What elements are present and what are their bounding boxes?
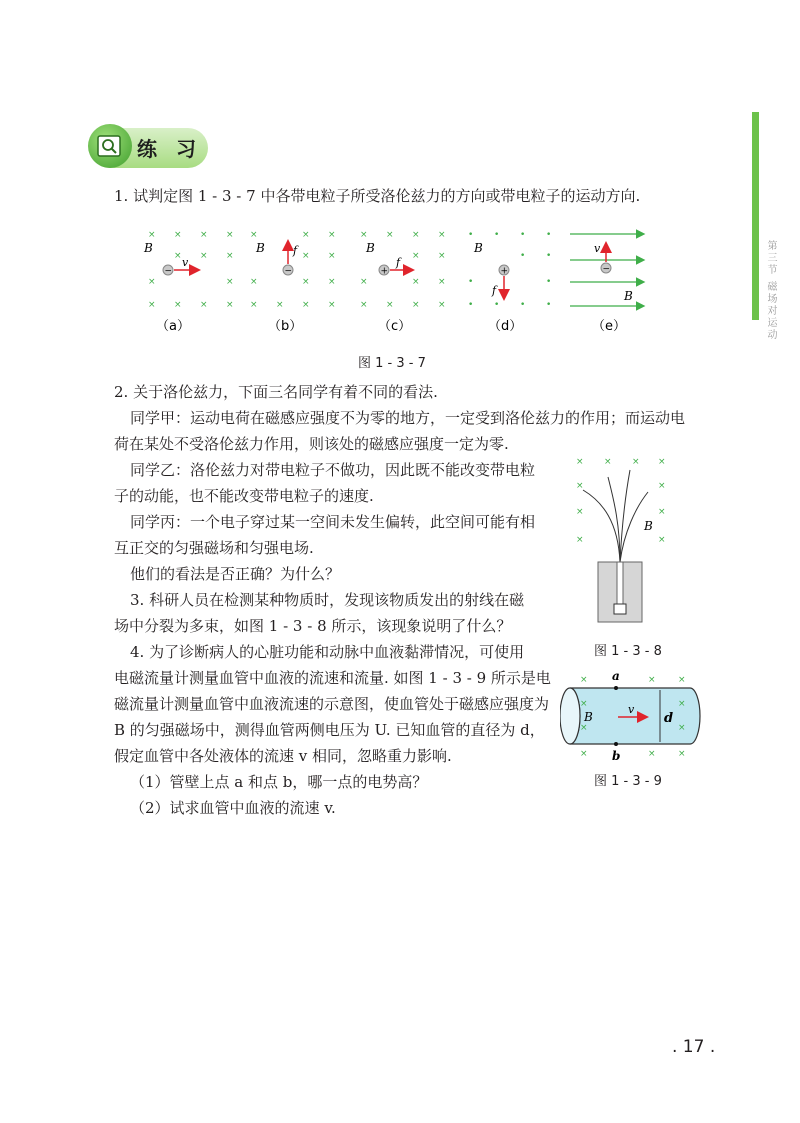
question-4-sub2: （2）试求血管中血液的流速 v. [130,799,336,817]
svg-text:×: × [648,749,656,759]
svg-text:×: × [438,277,446,287]
svg-text:×: × [250,277,258,287]
svg-text:×: × [174,251,182,261]
svg-text:×: × [226,277,234,287]
svg-text:×: × [678,749,686,759]
svg-text:×: × [678,723,686,733]
label-v-e: v [594,242,601,255]
question-3-line2: 场中分裂为多束，如图 1 - 3 - 8 所示，该现象说明了什么？ [114,617,512,635]
svg-text:×: × [580,749,588,759]
question-2-title: 2. 关于洛伦兹力，下面三名同学有着不同的看法. [114,383,438,401]
sublabel-d: （d） [488,319,523,334]
side-chapter-label: 第三节 磁场对运动 [765,240,776,342]
question-4-line4: B 的匀强磁场中，测得血管两侧电压为 U. 已知血管的直径为 d， [114,721,545,739]
svg-text:×: × [328,277,336,287]
question-4-line1: 4. 为了诊断病人的心脏功能和动脉中血液黏滞情况，可使用 [130,643,525,661]
svg-text:•: • [468,230,474,240]
svg-text:×: × [148,300,156,310]
svg-text:×: × [226,251,234,261]
figure-1-3-9 [560,668,710,768]
svg-text:×: × [658,457,666,467]
svg-text:×: × [360,230,368,240]
svg-text:×: × [302,230,310,240]
svg-text:•: • [546,300,552,310]
caption-1-3-8: 图 1 - 3 - 8 [594,644,662,659]
magnifier-icon [88,124,132,168]
svg-text:•: • [520,251,526,261]
label-f-c: f [396,256,401,269]
view-bing-line2: 互正交的匀强磁场和匀强电场. [114,539,314,557]
view-jia-line1: 同学甲：运动电荷在磁感应强度不为零的地方，一定受到洛伦兹力的作用；而运动电 [130,409,686,427]
svg-text:×: × [658,481,666,491]
svg-text:•: • [468,300,474,310]
view-bing-line1: 同学丙：一个电子穿过某一空间未发生偏转，此空间可能有相 [130,513,536,531]
charge-c: + [380,266,389,277]
svg-text:×: × [658,507,666,517]
svg-text:•: • [520,300,526,310]
svg-text:×: × [580,699,588,709]
question-1: 1. 试判定图 1 - 3 - 7 中各带电粒子所受洛伦兹力的方向或带电粒子的运动方向. [114,187,641,205]
page-number: . 17 . [672,1037,716,1057]
svg-text:•: • [494,230,500,240]
label-d: d [664,711,674,726]
label-f-b: f [293,244,298,257]
svg-text:•: • [468,277,474,287]
sublabel-c: （c） [378,319,412,334]
svg-text:×: × [576,481,584,491]
label-v-a: v [182,256,189,269]
svg-text:×: × [412,230,420,240]
svg-text:×: × [226,230,234,240]
question-3-line1: 3. 科研人员在检测某种物质时，发现该物质发出的射线在磁 [130,591,525,609]
sublabel-e: （e） [592,319,626,334]
svg-text:×: × [648,675,656,685]
sublabel-b: （b） [268,319,303,334]
svg-text:×: × [328,300,336,310]
svg-text:×: × [658,535,666,545]
beam-lines [583,470,648,562]
caption-1-3-9: 图 1 - 3 - 9 [594,774,662,789]
svg-text:×: × [580,675,588,685]
label-B-e: B [624,289,633,303]
svg-text:×: × [174,300,182,310]
view-yi-line2: 子的动能，也不能改变带电粒子的速度. [114,487,374,505]
question-4-sub1: （1）管壁上点 a 和点 b，哪一点的电势高？ [130,773,428,791]
svg-text:×: × [678,675,686,685]
svg-text:×: × [604,457,612,467]
svg-text:×: × [302,251,310,261]
svg-text:×: × [412,300,420,310]
svg-text:×: × [148,277,156,287]
svg-text:×: × [438,300,446,310]
svg-text:•: • [546,230,552,240]
question-4-line5: 假定血管中各处液体的流速 v 相同，忽略重力影响. [114,747,452,765]
side-accent-bar [752,112,759,320]
svg-text:×: × [632,457,640,467]
svg-text:×: × [438,251,446,261]
question-4-line2: 电磁流量计测量血管中血液的流速和流量. 如图 1 - 3 - 9 所示是电 [114,669,551,687]
svg-text:•: • [546,251,552,261]
svg-text:×: × [276,300,284,310]
svg-text:×: × [576,507,584,517]
label-v-139: v [628,703,635,716]
svg-text:×: × [148,230,156,240]
svg-text:×: × [678,699,686,709]
svg-text:×: × [302,300,310,310]
svg-text:×: × [360,300,368,310]
label-B-a: B [144,241,153,255]
svg-text:×: × [386,300,394,310]
svg-text:×: × [250,230,258,240]
question-2-ask: 他们的看法是否正确？为什么？ [130,565,341,583]
svg-text:×: × [200,230,208,240]
svg-text:×: × [386,230,394,240]
svg-text:×: × [328,251,336,261]
label-B-138: B [644,519,653,533]
figure-1-3-8 [568,452,678,627]
label-a: a [612,669,620,683]
svg-text:×: × [412,251,420,261]
view-yi-line1: 同学乙：洛伦兹力对带电粒子不做功，因此既不能改变带电粒 [130,461,536,479]
charge-a: − [164,266,173,277]
figure-1-3-7 [138,222,658,342]
label-B-d: B [474,241,483,255]
svg-text:•: • [520,230,526,240]
charge-d: + [500,266,509,277]
svg-text:×: × [360,277,368,287]
charge-e: − [602,264,611,275]
label-b: b [612,749,621,763]
label-f-d: f [492,284,497,297]
svg-text:×: × [226,300,234,310]
svg-text:×: × [174,230,182,240]
caption-1-3-7: 图 1 - 3 - 7 [358,356,426,371]
charge-b: − [284,266,293,277]
svg-text:•: • [546,277,552,287]
exercise-title: 练 习 [137,137,202,161]
svg-text:×: × [200,251,208,261]
question-4-line3: 磁流量计测量血管中血液流速的示意图，使血管处于磁感应强度为 [114,695,550,713]
svg-text:×: × [328,230,336,240]
label-B-c: B [366,241,375,255]
svg-text:×: × [438,230,446,240]
svg-text:×: × [580,723,588,733]
label-B-139: B [584,710,593,724]
svg-text:×: × [576,535,584,545]
label-B-b: B [256,241,265,255]
svg-text:×: × [302,277,310,287]
svg-text:×: × [576,457,584,467]
svg-text:•: • [494,300,500,310]
svg-text:×: × [200,300,208,310]
view-jia-line2: 荷在某处不受洛伦兹力作用，则该处的磁感应强度一定为零. [114,435,509,453]
sublabel-a: （a） [156,319,190,334]
svg-text:×: × [412,277,420,287]
svg-text:×: × [250,300,258,310]
